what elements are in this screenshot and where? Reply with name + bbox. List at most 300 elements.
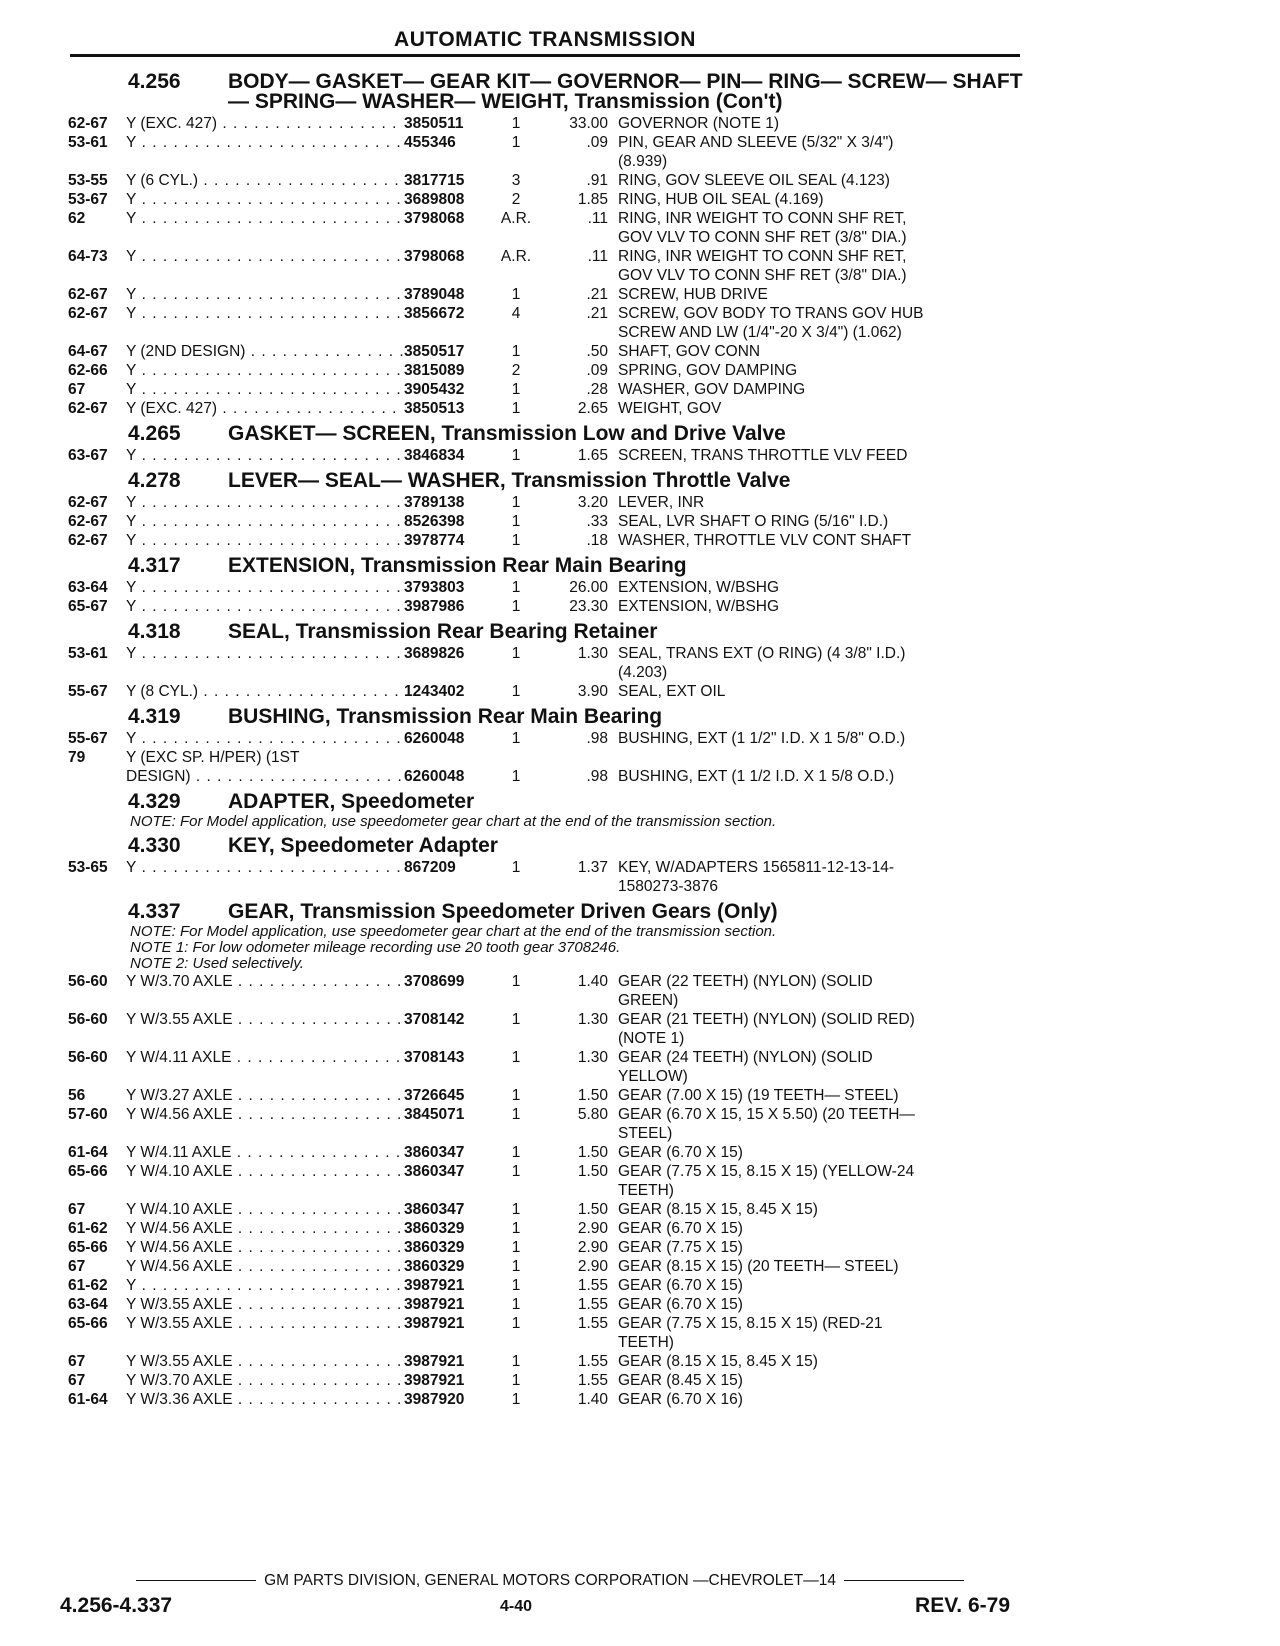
quantity-cell: 1	[511, 1087, 521, 1104]
description-line: SPRING, GOV DAMPING	[618, 362, 798, 379]
years-cell: 61-64	[68, 1391, 108, 1408]
description-cell	[618, 209, 1028, 247]
dot-leader	[136, 494, 404, 511]
quantity-cell: 1	[511, 645, 521, 662]
description-line: EXTENSION, W/BSHG	[618, 579, 780, 596]
price-cell: 26.00	[569, 579, 608, 596]
model-text: Y (8 CYL.)	[126, 683, 199, 700]
part-number-cell: 6260048	[404, 768, 465, 785]
years-cell: 62-67	[68, 305, 108, 322]
model-text: DESIGN)	[126, 768, 191, 785]
description-cell	[618, 446, 1028, 465]
quantity-cell: 1	[511, 381, 521, 398]
model-cell	[126, 531, 404, 550]
quantity-cell: 1	[511, 115, 521, 132]
model-text: Y W/4.56 AXLE	[126, 1258, 233, 1275]
years-cell: 67	[68, 381, 86, 398]
years-cell: 62-67	[68, 400, 108, 417]
part-row	[68, 767, 1028, 786]
model-text: Y	[126, 513, 137, 530]
dot-leader	[136, 513, 404, 530]
years-cell: 56-60	[68, 973, 108, 990]
years-cell: 67	[68, 1201, 86, 1218]
section-note: NOTE: For Model application, use speedometer gear chart at the end of the transmission section.	[130, 923, 777, 940]
years-cell: 67	[68, 1353, 86, 1370]
model-text: Y W/4.11 AXLE	[126, 1049, 232, 1066]
quantity-cell: 2	[511, 362, 521, 379]
years-cell: 53-61	[68, 134, 108, 151]
quantity-cell: 1	[511, 1391, 521, 1408]
dot-leader	[136, 134, 404, 151]
years-cell: 55-67	[68, 730, 108, 747]
model-text: Y W/4.11 AXLE	[126, 1144, 232, 1161]
price-cell: .98	[586, 768, 608, 785]
section-number: 4.278	[128, 469, 181, 492]
model-text: Y W/3.70 AXLE	[126, 973, 233, 990]
description-cell	[618, 729, 1028, 748]
years-cell: 61-64	[68, 1144, 108, 1161]
part-row	[68, 361, 1028, 380]
price-cell: .50	[586, 343, 608, 360]
section-note: NOTE 1: For low odometer mileage recording use 20 tooth gear 3708246.	[130, 939, 621, 956]
model-cell	[126, 578, 404, 597]
description-cell	[618, 1276, 1028, 1295]
years-cell: 67	[68, 1372, 86, 1389]
section-number: 4.318	[128, 620, 181, 643]
description-cell	[618, 342, 1028, 361]
model-text: Y (6 CYL.)	[126, 172, 199, 189]
price-cell: 3.20	[577, 494, 608, 511]
model-text: Y W/3.55 AXLE	[126, 1315, 233, 1332]
dot-leader	[233, 1220, 404, 1237]
model-cell	[126, 858, 404, 896]
model-cell	[126, 361, 404, 380]
section-title: ADAPTER, Speedometer	[228, 790, 475, 813]
years-cell: 53-67	[68, 191, 108, 208]
description-line: SEAL, EXT OIL	[618, 683, 726, 700]
part-row	[68, 858, 1028, 896]
price-cell: .18	[586, 532, 608, 549]
model-text: Y W/3.55 AXLE	[126, 1011, 233, 1028]
model-text: Y	[126, 191, 137, 208]
part-number-cell: 3987921	[404, 1315, 465, 1332]
description-cell	[618, 1257, 1028, 1276]
model-text: Y W/3.27 AXLE	[126, 1087, 233, 1104]
dot-leader	[136, 532, 404, 549]
description-cell	[618, 114, 1028, 133]
part-row	[68, 446, 1028, 465]
part-row	[68, 531, 1028, 550]
model-cell	[126, 1200, 404, 1219]
part-row	[68, 1238, 1028, 1257]
quantity-cell: 4	[511, 305, 521, 322]
part-row	[68, 1162, 1028, 1200]
dot-leader	[233, 1201, 404, 1218]
dot-leader	[233, 1391, 404, 1408]
model-text: Y	[126, 286, 137, 303]
description-line: GEAR (6.70 X 15)	[618, 1296, 743, 1313]
description-cell	[618, 1143, 1028, 1162]
section-number: 4.337	[128, 900, 181, 923]
price-cell: 2.65	[577, 400, 608, 417]
part-number-cell: 3789138	[404, 494, 465, 511]
years-cell: 53-55	[68, 172, 108, 189]
price-cell: 1.50	[577, 1087, 608, 1104]
price-cell: 1.30	[577, 1011, 608, 1028]
part-number-cell: 3708142	[404, 1011, 465, 1028]
part-number-cell: 8526398	[404, 513, 465, 530]
section-number: 4.317	[128, 554, 181, 577]
description-cell	[618, 1219, 1028, 1238]
description-line: SCREW, GOV BODY TO TRANS GOV HUB	[618, 305, 924, 322]
dot-leader	[136, 859, 404, 876]
section-title: KEY, Speedometer Adapter	[228, 834, 498, 857]
part-number-cell: 3708699	[404, 973, 465, 990]
dot-leader	[136, 447, 404, 464]
model-cell	[126, 1352, 404, 1371]
years-cell: 62-66	[68, 362, 108, 379]
years-cell: 64-73	[68, 248, 108, 265]
quantity-cell: 1	[511, 683, 521, 700]
description-cell	[618, 1390, 1028, 1409]
years-cell: 79	[68, 749, 86, 766]
description-cell	[618, 1314, 1028, 1352]
footer-division-line	[70, 1572, 1030, 1590]
quantity-cell: 1	[511, 859, 521, 876]
model-cell	[126, 190, 404, 209]
description-line: GOVERNOR (NOTE 1)	[618, 115, 780, 132]
model-text: Y	[126, 1277, 137, 1294]
footer-revision: REV. 6-79	[915, 1594, 1010, 1617]
description-cell	[618, 972, 1028, 1010]
price-cell: .21	[586, 286, 608, 303]
description-line: (8.939)	[618, 153, 668, 170]
part-row	[68, 399, 1028, 418]
dot-leader	[233, 1163, 404, 1180]
description-cell	[618, 597, 1028, 616]
model-text: Y	[126, 134, 137, 151]
part-row	[68, 682, 1028, 701]
price-cell: 1.40	[577, 1391, 608, 1408]
part-row	[68, 190, 1028, 209]
section-heading	[68, 707, 1028, 727]
model-text: Y	[126, 210, 137, 227]
model-cell	[126, 597, 404, 616]
model-text: Y W/3.55 AXLE	[126, 1296, 233, 1313]
description-line: GOV VLV TO CONN SHF RET (3/8" DIA.)	[618, 229, 907, 246]
model-cell	[126, 285, 404, 304]
part-row	[68, 247, 1028, 285]
price-cell: 23.30	[569, 598, 608, 615]
section-number: 4.330	[128, 834, 181, 857]
description-line: GEAR (6.70 X 15)	[618, 1144, 743, 1161]
part-number-cell: 3726645	[404, 1087, 465, 1104]
dot-leader	[198, 683, 404, 700]
section-heading	[68, 622, 1028, 642]
description-cell	[618, 304, 1028, 342]
model-cell	[126, 1371, 404, 1390]
part-row	[68, 1371, 1028, 1390]
description-line: TEETH)	[618, 1182, 674, 1199]
description-line: SCREW, HUB DRIVE	[618, 286, 768, 303]
part-number-cell: 3850513	[404, 400, 465, 417]
model-cell	[126, 342, 404, 361]
description-line: RING, HUB OIL SEAL (4.169)	[618, 191, 824, 208]
section-heading	[68, 902, 1028, 922]
quantity-cell: 1	[511, 973, 521, 990]
part-row	[68, 133, 1028, 171]
section-title: GEAR, Transmission Speedometer Driven Gears (Only)	[228, 900, 778, 923]
quantity-cell: 1	[511, 1277, 521, 1294]
price-cell: 1.37	[577, 859, 608, 876]
quantity-cell: 1	[511, 1315, 521, 1332]
model-text: Y	[126, 305, 137, 322]
part-number-cell: 3987920	[404, 1391, 465, 1408]
dot-leader	[231, 1144, 404, 1161]
price-cell: 1.55	[577, 1315, 608, 1332]
quantity-cell: 1	[511, 447, 521, 464]
description-line: SEAL, TRANS EXT (O RING) (4 3/8" I.D.)	[618, 645, 906, 662]
part-number-cell: 455346	[404, 134, 456, 151]
description-line: GEAR (6.70 X 15)	[618, 1220, 743, 1237]
years-cell: 62-67	[68, 513, 108, 530]
description-cell	[618, 399, 1028, 418]
dot-leader	[217, 115, 404, 132]
description-line: (4.203)	[618, 664, 668, 681]
price-cell: .11	[587, 248, 608, 265]
section-heading	[68, 424, 1028, 444]
years-cell: 67	[68, 1258, 86, 1275]
price-cell: 2.90	[577, 1220, 608, 1237]
part-row	[68, 1352, 1028, 1371]
description-line: YELLOW)	[618, 1068, 688, 1085]
price-cell: 1.55	[577, 1353, 608, 1370]
model-text: Y	[126, 730, 137, 747]
dot-leader	[231, 1049, 404, 1066]
model-text: Y	[126, 598, 137, 615]
model-cell	[126, 748, 404, 767]
quantity-cell: 1	[511, 1163, 521, 1180]
model-text: Y W/3.36 AXLE	[126, 1391, 233, 1408]
description-line: WEIGHT, GOV	[618, 400, 722, 417]
part-number-cell: 3860347	[404, 1201, 465, 1218]
model-text: Y W/4.56 AXLE	[126, 1106, 233, 1123]
description-line: BUSHING, EXT (1 1/2" I.D. X 1 5/8" O.D.)	[618, 730, 906, 747]
model-text: Y W/4.56 AXLE	[126, 1220, 233, 1237]
section-title: EXTENSION, Transmission Rear Main Bearing	[228, 554, 687, 577]
part-row	[68, 1219, 1028, 1238]
model-text: Y	[126, 381, 137, 398]
price-cell: .21	[586, 305, 608, 322]
price-cell: 5.80	[577, 1106, 608, 1123]
part-row	[68, 304, 1028, 342]
description-cell	[618, 1200, 1028, 1219]
part-row	[68, 597, 1028, 616]
part-number-cell: 3689808	[404, 191, 465, 208]
footer-division: GM PARTS DIVISION, GENERAL MOTORS CORPORATION —CHEVROLET—14	[264, 1572, 836, 1589]
description-cell	[618, 858, 1028, 896]
part-row	[68, 578, 1028, 597]
description-line: TEETH)	[618, 1334, 674, 1351]
description-line: GOV VLV TO CONN SHF RET (3/8" DIA.)	[618, 267, 907, 284]
description-line: GEAR (24 TEETH) (NYLON) (SOLID	[618, 1049, 873, 1066]
part-number-cell: 3987921	[404, 1296, 465, 1313]
dot-leader	[136, 362, 404, 379]
footer-page-number: 4-40	[500, 1598, 533, 1615]
quantity-cell: 1	[511, 1296, 521, 1313]
dot-leader	[245, 343, 404, 360]
price-cell: .28	[586, 381, 608, 398]
part-row	[68, 1314, 1028, 1352]
years-cell: 62-67	[68, 494, 108, 511]
model-cell	[126, 399, 404, 418]
years-cell: 57-60	[68, 1106, 108, 1123]
description-line: GEAR (22 TEETH) (NYLON) (SOLID	[618, 973, 873, 990]
description-line: SEAL, LVR SHAFT O RING (5/16" I.D.)	[618, 513, 889, 530]
model-text: Y	[126, 447, 137, 464]
part-number-cell: 3856672	[404, 305, 465, 322]
part-number-cell: 3845071	[404, 1106, 465, 1123]
part-number-cell: 1243402	[404, 683, 465, 700]
description-line: GEAR (7.00 X 15) (19 TEETH— STEEL)	[618, 1087, 899, 1104]
years-cell: 65-66	[68, 1163, 108, 1180]
price-cell: .11	[587, 210, 608, 227]
model-text: Y W/3.70 AXLE	[126, 1372, 233, 1389]
model-cell	[126, 1257, 404, 1276]
section-title: LEVER— SEAL— WASHER, Transmission Throttle Valve	[228, 469, 791, 492]
part-row	[68, 644, 1028, 682]
description-line: GEAR (6.70 X 16)	[618, 1391, 743, 1408]
model-text: Y	[126, 532, 137, 549]
dot-leader	[191, 768, 404, 785]
description-cell	[618, 644, 1028, 682]
part-row	[68, 493, 1028, 512]
dot-leader	[233, 1011, 404, 1028]
section-title: GASKET— SCREEN, Transmission Low and Drive Valve	[228, 422, 786, 445]
model-cell	[126, 1105, 404, 1143]
dot-leader	[233, 1239, 404, 1256]
section-note: NOTE 2: Used selectively.	[130, 955, 304, 972]
description-cell	[618, 1371, 1028, 1390]
part-number-cell: 3860329	[404, 1220, 465, 1237]
description-line: GEAR (21 TEETH) (NYLON) (SOLID RED)	[618, 1011, 915, 1028]
years-cell	[68, 767, 126, 786]
part-row	[68, 1143, 1028, 1162]
years-cell: 53-65	[68, 859, 108, 876]
header-rule	[70, 54, 1020, 57]
model-cell	[126, 729, 404, 748]
part-number-cell: 3846834	[404, 447, 465, 464]
dot-leader	[233, 1372, 404, 1389]
part-number-cell: 3850517	[404, 343, 465, 360]
description-line: GEAR (8.15 X 15) (20 TEETH— STEEL)	[618, 1258, 899, 1275]
quantity-cell: 1	[511, 400, 521, 417]
section-number: 4.319	[128, 705, 181, 728]
description-line: KEY, W/ADAPTERS 1565811-12-13-14-	[618, 859, 894, 876]
model-text: Y	[126, 362, 137, 379]
model-cell	[126, 644, 404, 682]
price-cell: 1.50	[577, 1144, 608, 1161]
description-line: GEAR (6.70 X 15, 15 X 5.50) (20 TEETH—	[618, 1106, 915, 1123]
years-cell: 62-67	[68, 115, 108, 132]
part-number-cell: 3817715	[404, 172, 465, 189]
part-row	[68, 114, 1028, 133]
description-cell	[618, 578, 1028, 597]
part-number-cell: 3860329	[404, 1239, 465, 1256]
model-text: Y (EXC. 427)	[126, 115, 218, 132]
model-cell	[126, 1238, 404, 1257]
part-number-cell: 3798068	[404, 210, 465, 227]
part-number-cell: 3860347	[404, 1163, 465, 1180]
description-cell	[618, 361, 1028, 380]
dot-leader	[136, 191, 404, 208]
dot-leader	[233, 1258, 404, 1275]
description-cell	[618, 1048, 1028, 1086]
model-text: Y	[126, 248, 137, 265]
quantity-cell: 1	[511, 513, 521, 530]
dot-leader	[136, 579, 404, 596]
part-number-cell: 3860329	[404, 1258, 465, 1275]
price-cell: .33	[586, 513, 608, 530]
part-number-cell: 3789048	[404, 286, 465, 303]
model-text: Y	[126, 859, 137, 876]
footer-section-range: 4.256-4.337	[60, 1594, 173, 1617]
model-text: Y (EXC. 427)	[126, 400, 218, 417]
price-cell: 1.85	[577, 191, 608, 208]
description-line: (NOTE 1)	[618, 1030, 685, 1047]
model-cell	[126, 133, 404, 171]
description-line: RING, INR WEIGHT TO CONN SHF RET,	[618, 210, 907, 227]
dot-leader	[217, 400, 404, 417]
model-text: Y W/4.56 AXLE	[126, 1239, 233, 1256]
part-number-cell: 3905432	[404, 381, 465, 398]
description-line: SHAFT, GOV CONN	[618, 343, 761, 360]
model-cell	[126, 1086, 404, 1105]
quantity-cell: 1	[511, 1049, 521, 1066]
part-row	[68, 1105, 1028, 1143]
model-text: Y W/4.10 AXLE	[126, 1201, 233, 1218]
part-number-cell: 6260048	[404, 730, 465, 747]
description-line: GEAR (6.70 X 15)	[618, 1277, 743, 1294]
description-line: RING, INR WEIGHT TO CONN SHF RET,	[618, 248, 907, 265]
part-row	[68, 1010, 1028, 1048]
dot-leader	[198, 172, 404, 189]
price-cell: 1.50	[577, 1163, 608, 1180]
model-cell	[126, 304, 404, 342]
price-cell: .09	[586, 134, 608, 151]
description-cell	[618, 493, 1028, 512]
quantity-cell: 1	[511, 598, 521, 615]
part-number-cell: 3987921	[404, 1372, 465, 1389]
years-cell: 53-61	[68, 645, 108, 662]
part-number-cell	[404, 748, 492, 767]
part-row	[68, 209, 1028, 247]
description-line: WASHER, THROTTLE VLV CONT SHAFT	[618, 532, 912, 549]
years-cell: 62-67	[68, 532, 108, 549]
dot-leader	[233, 973, 404, 990]
dot-leader	[136, 730, 404, 747]
model-cell	[126, 512, 404, 531]
years-cell: 62	[68, 210, 86, 227]
quantity-cell	[492, 748, 540, 767]
part-row	[68, 1048, 1028, 1086]
price-cell: 1.55	[577, 1372, 608, 1389]
price-cell: 33.00	[569, 115, 608, 132]
description-cell	[618, 748, 1028, 767]
years-cell: 62-67	[68, 286, 108, 303]
description-line: GEAR (7.75 X 15)	[618, 1239, 743, 1256]
model-text: Y (EXC SP. H/PER) (1ST	[126, 749, 300, 766]
